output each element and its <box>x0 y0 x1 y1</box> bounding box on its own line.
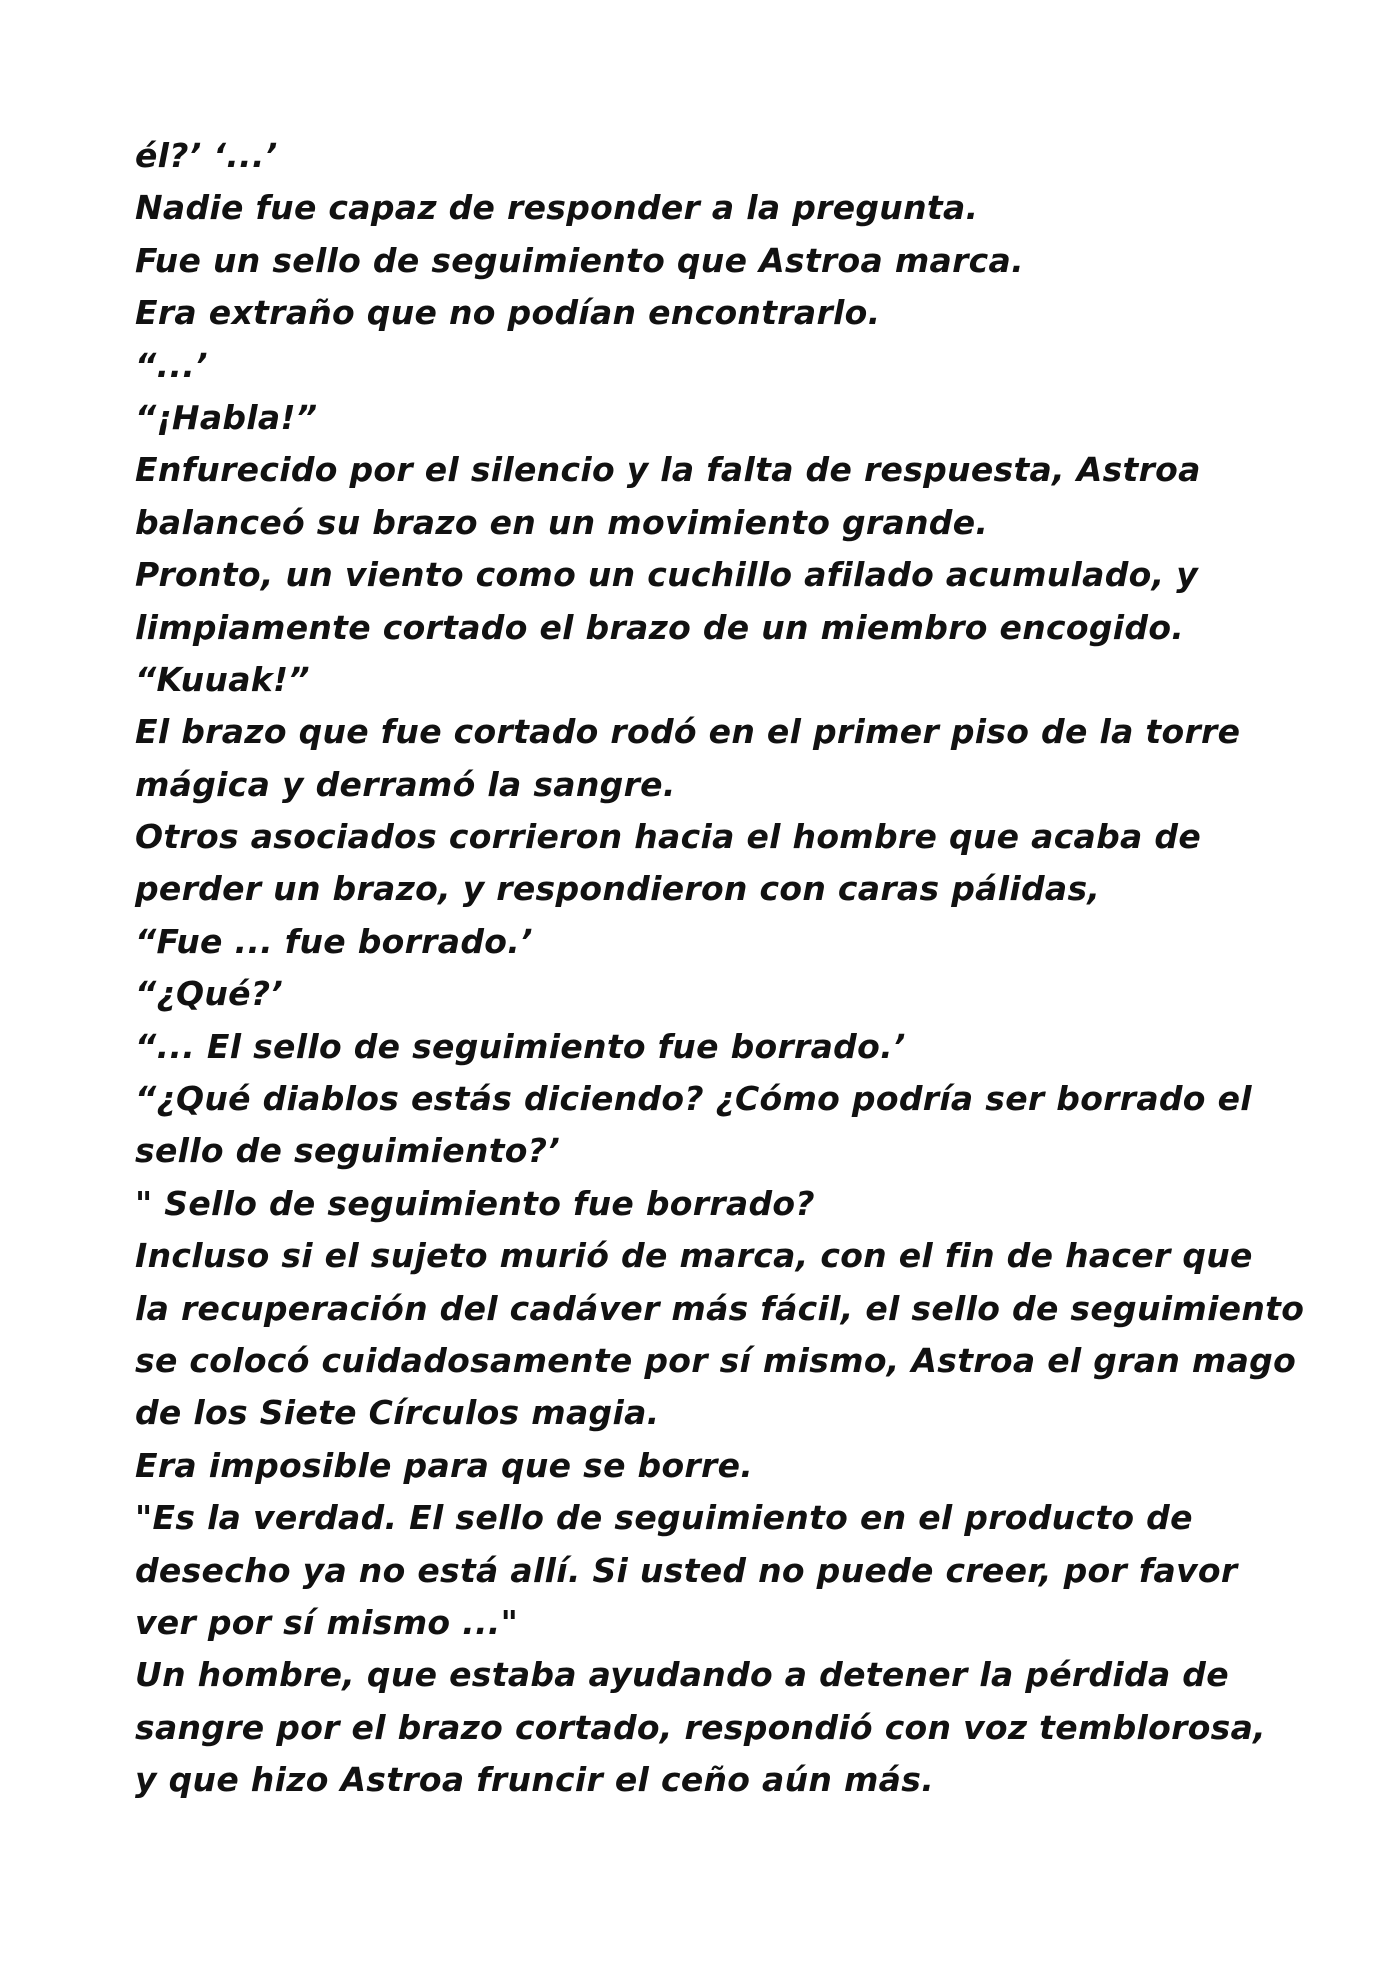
text-line: balanceó su brazo en un movimiento grande. <box>135 502 989 542</box>
text-line: Enfurecido por el silencio y la falta de respuesta, Astroa <box>135 450 1201 490</box>
text-line: Pronto, un viento como un cuchillo afilado acumulado, y <box>135 555 1199 595</box>
text-line: “¿Qué diablos estás diciendo? ¿Cómo podría ser borrado el <box>135 1079 1252 1119</box>
text-line: "Es la verdad. El sello de seguimiento en el producto de <box>135 1498 1193 1538</box>
body-text <box>135 130 1335 1807</box>
text-line: “Kuuak!” <box>135 659 310 699</box>
text-line: El brazo que fue cortado rodó en el primer piso de la torre <box>135 712 1241 752</box>
text-line: Incluso si el sujeto murió de marca, con el fin de hacer que <box>135 1236 1253 1276</box>
text-line: Fue un sello de seguimiento que Astroa marca. <box>135 240 1024 280</box>
text-line: limpiamente cortado el brazo de un miembro encogido. <box>135 607 1185 647</box>
text-line: perder un brazo, y respondieron con caras pálidas, <box>135 869 1101 909</box>
text-line: él?’ ‘...’ <box>135 136 278 175</box>
text-line: Nadie fue capaz de responder a la pregunta. <box>135 188 979 228</box>
text-line: mágica y derramó la sangre. <box>135 764 676 804</box>
text-line: “¿Qué?’ <box>135 974 284 1014</box>
text-line: de los Siete Círculos magia. <box>135 1393 660 1433</box>
text-line: la recuperación del cadáver más fácil, el sello de seguimiento <box>135 1288 1305 1328</box>
text-line: “Fue ... fue borrado.’ <box>135 921 533 961</box>
text-line: “¡Habla!” <box>135 397 318 437</box>
text-line: “...’ <box>135 345 208 385</box>
text-line: Era extraño que no podían encontrarlo. <box>135 293 881 333</box>
text-line: “... El sello de seguimiento fue borrado.’ <box>135 1026 906 1066</box>
text-line: sangre por el brazo cortado, respondió con voz temblorosa, <box>135 1707 1267 1747</box>
text-line: Un hombre, que estaba ayudando a detener la pérdida de <box>135 1655 1229 1695</box>
text-line: ver por sí mismo ..." <box>135 1602 519 1642</box>
text-line: Otros asociados corrieron hacia el hombre que acaba de <box>135 817 1202 857</box>
text-line: sello de seguimiento?’ <box>135 1131 561 1171</box>
text-line: " Sello de seguimiento fue borrado? <box>135 1183 815 1223</box>
text-line: desecho ya no está allí. Si usted no puede creer, por favor <box>135 1550 1238 1590</box>
text-line: y que hizo Astroa fruncir el ceño aún más. <box>135 1760 935 1800</box>
text-line: Era imposible para que se borre. <box>135 1445 754 1485</box>
text-line: se colocó cuidadosamente por sí mismo, Astroa el gran mago <box>135 1340 1297 1380</box>
